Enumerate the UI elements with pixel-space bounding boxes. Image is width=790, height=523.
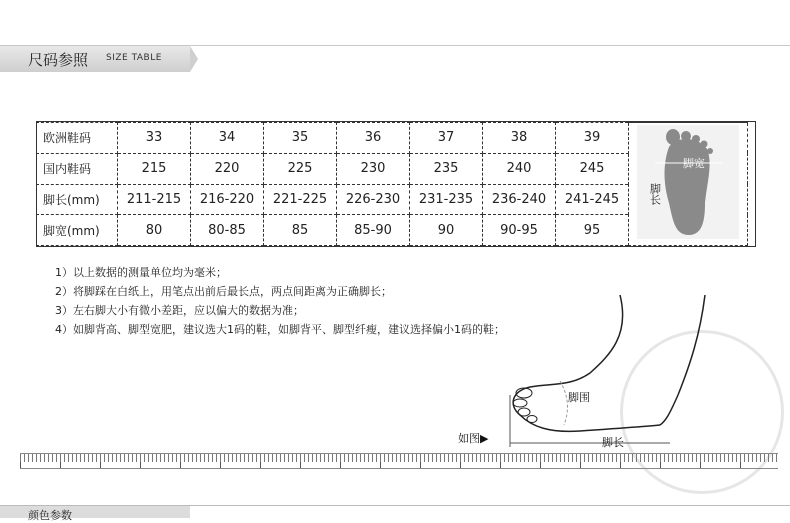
- table-cell: 215: [118, 153, 191, 184]
- row-label: 脚宽(mm): [37, 215, 118, 246]
- length-label: 脚长: [602, 436, 624, 449]
- table-row: [37, 123, 748, 154]
- table-cell: 240: [483, 153, 556, 184]
- foot-outline-icon: [633, 123, 743, 241]
- note-item: 1）以上数据的测量单位均为毫米；: [55, 266, 227, 279]
- foot-diagram-cell: [629, 123, 748, 246]
- foot-measure-diagram: [490, 295, 730, 455]
- table-cell: 80: [118, 215, 191, 246]
- table-cell: 225: [264, 153, 337, 184]
- table-cell: 241-245: [556, 184, 629, 215]
- table-cell: 85: [264, 215, 337, 246]
- table-cell: 220: [191, 153, 264, 184]
- foot-width-label: 脚宽: [683, 157, 705, 170]
- table-cell: 245: [556, 153, 629, 184]
- note-item: 2）将脚踩在白纸上，用笔点出前后最长点，两点间距离为正确脚长；: [55, 285, 392, 298]
- table-cell: 33: [118, 123, 191, 154]
- table-cell: 35: [264, 123, 337, 154]
- girth-label: 脚围: [568, 391, 590, 404]
- table-cell: 221-225: [264, 184, 337, 215]
- table-cell: 34: [191, 123, 264, 154]
- row-label: 欧洲鞋码: [37, 123, 118, 154]
- size-table: [36, 122, 748, 246]
- ruler: [20, 453, 778, 469]
- table-cell: 37: [410, 123, 483, 154]
- table-cell: 230: [337, 153, 410, 184]
- row-label: 脚长(mm): [37, 184, 118, 215]
- table-cell: 211-215: [118, 184, 191, 215]
- note-item: 3）左右脚大小有微小差距，应以偏大的数据为准；: [55, 304, 304, 317]
- table-cell: 95: [556, 215, 629, 246]
- note-item: 4）如脚背高、脚型宽肥，建议选大1码的鞋，如脚背平、脚型纤瘦，建议选择偏小1码的鞋；: [55, 323, 505, 336]
- measurement-notes: [55, 263, 505, 339]
- table-cell: 36: [337, 123, 410, 154]
- table-cell: 39: [556, 123, 629, 154]
- row-label: 国内鞋码: [37, 153, 118, 184]
- as-shown-label: 如图▶: [458, 432, 489, 445]
- section-header: [0, 46, 190, 72]
- table-cell: 216-220: [191, 184, 264, 215]
- next-section-header: [0, 506, 190, 522]
- table-cell: 231-235: [410, 184, 483, 215]
- section-subtitle: SIZE TABLE: [106, 53, 162, 63]
- table-cell: 235: [410, 153, 483, 184]
- section-title: 尺码参照: [28, 51, 89, 69]
- table-cell: 236-240: [483, 184, 556, 215]
- table-cell: 90: [410, 215, 483, 246]
- table-cell: 80-85: [191, 215, 264, 246]
- next-section-title: 颜色参数: [28, 509, 72, 522]
- foot-length-label: 脚长: [648, 183, 662, 205]
- table-cell: 38: [483, 123, 556, 154]
- table-cell: 85-90: [337, 215, 410, 246]
- table-cell: 90-95: [483, 215, 556, 246]
- table-cell: 226-230: [337, 184, 410, 215]
